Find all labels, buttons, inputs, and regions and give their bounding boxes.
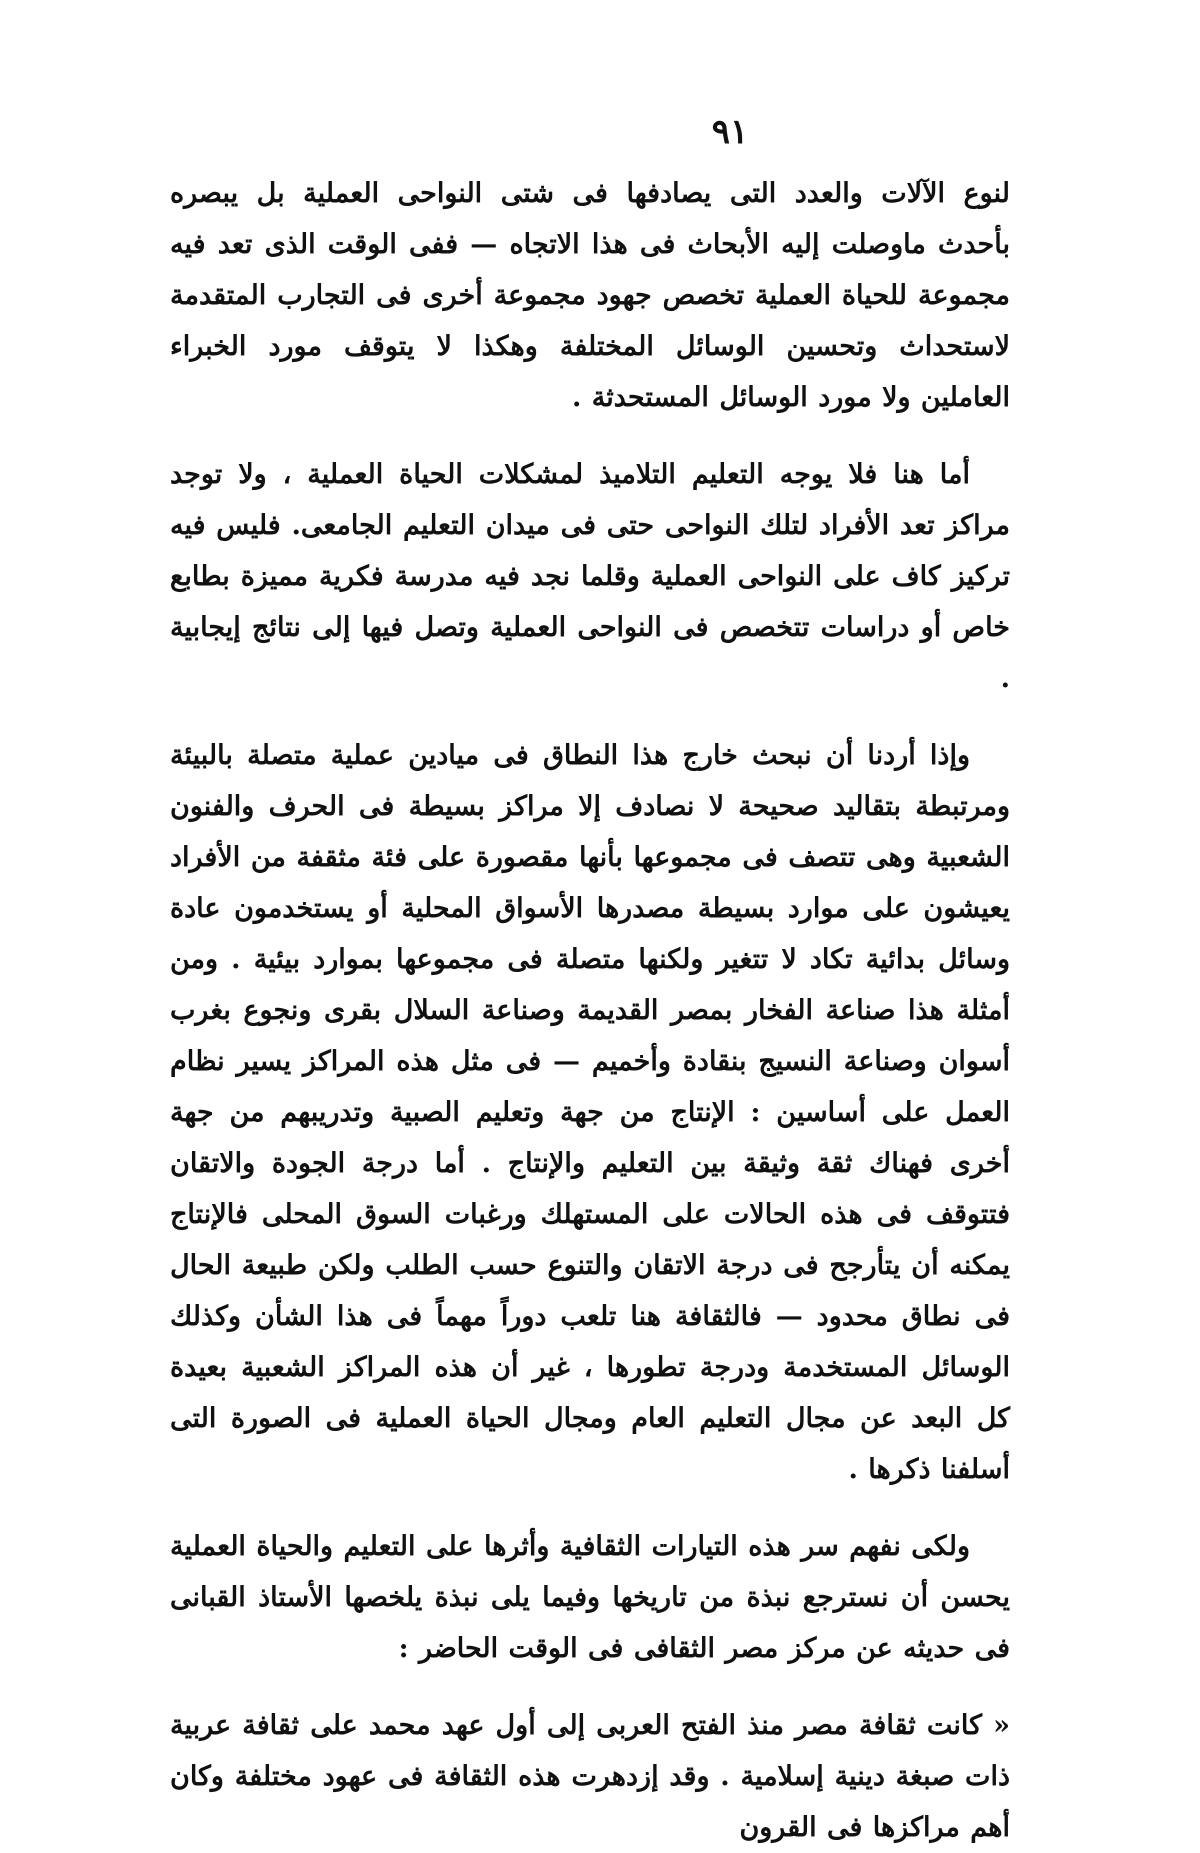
body-text [170,168,1010,1853]
paragraph-4: ولكى نفهم سر هذه التيارات الثقافية وأثرها على التعليم والحياة العملية يحسن أن نسترجع نبذة من تاريخها وفيما يلى نبذة يلخصها الأستاذ القبانى فى حديثه عن مركز مصر الثقافى فى الوقت الحاضر : [170,1531,1010,1664]
paragraph-1: لنوع الآلات والعدد التى يصادفها فى شتى النواحى العملية بل يبصره بأحدث ماوصلت إليه الأبحاث فى هذا الاتجاه — ففى الوقت الذى تعد فيه مجموعة للحياة العملية تخصص جهود مجموعة أخرى فى التجارب المتقدمة لاستحداث وتحسين الوسائل المختلفة وهكذا لا يتوقف مورد الخبراء العاملين ولا مورد الوسائل المستحدثة . [170,178,1010,413]
paragraph-2: أما هنا فلا يوجه التعليم التلاميذ لمشكلات الحياة العملية ، ولا توجد مراكز تعد الأفراد لتلك النواحى حتى فى ميدان التعليم الجامعى. فليس فيه تركيز كاف على النواحى العملية وقلما نجد فيه مدرسة فكرية مميزة بطابع خاص أو دراسات تتخصص فى النواحى العملية وتصل فيها إلى نتائج إيجابية . [170,459,1010,694]
page-number: ٩١ [711,112,749,152]
paragraph-5-quote: « كانت ثقافة مصر منذ الفتح العربى إلى أول عهد محمد على ثقافة عربية ذات صبغة دينية إسلامية . وقد إزدهرت هذه الثقافة فى عهود مختلفة وكان أهم مراكزها فى القرون [170,1710,1010,1843]
paragraph-3: وإذا أردنا أن نبحث خارج هذا النطاق فى ميادين عملية متصلة بالبيئة ومرتبطة بتقاليد صحيحة لا نصادف إلا مراكز بسيطة فى الحرف والفنون الشعبية وهى تتصف فى مجموعها بأنها مقصورة على فئة مثقفة من الأفراد يعيشون على موارد بسيطة مصدرها الأسواق المحلية أو يستخدمون عادة وسائل بدائية تكاد لا تتغير ولكنها متصلة فى مجموعها بموارد بيئية . ومن أمثلة هذا صناعة الفخار بمصر القديمة وصناعة السلال بقرى ونجوع بغرب أسوان وصناعة النسيج بنقادة وأخميم — فى مثل هذه المراكز يسير نظام العمل على أساسين : الإنتاج من جهة وتعليم الصبية وتدريبهم من جهة أخرى فهناك ثقة وثيقة بين التعليم والإنتاج . أما درجة الجودة والاتقان فتتوقف فى هذه الحالات على المستهلك ورغبات السوق المحلى فالإنتاج يمكنه أن يتأرجح فى درجة الاتقان والتنوع حسب الطلب ولكن طبيعة الحال فى نطاق محدود — فالثقافة هنا تلعب دوراً مهماً فى هذا الشأن وكذلك الوسائل المستخدمة ودرجة تطورها ، غير أن هذه المراكز الشعبية بعيدة كل البعد عن مجال التعليم العام ومجال الحياة العملية فى الصورة التى أسلفنا ذكرها . [170,740,1011,1485]
